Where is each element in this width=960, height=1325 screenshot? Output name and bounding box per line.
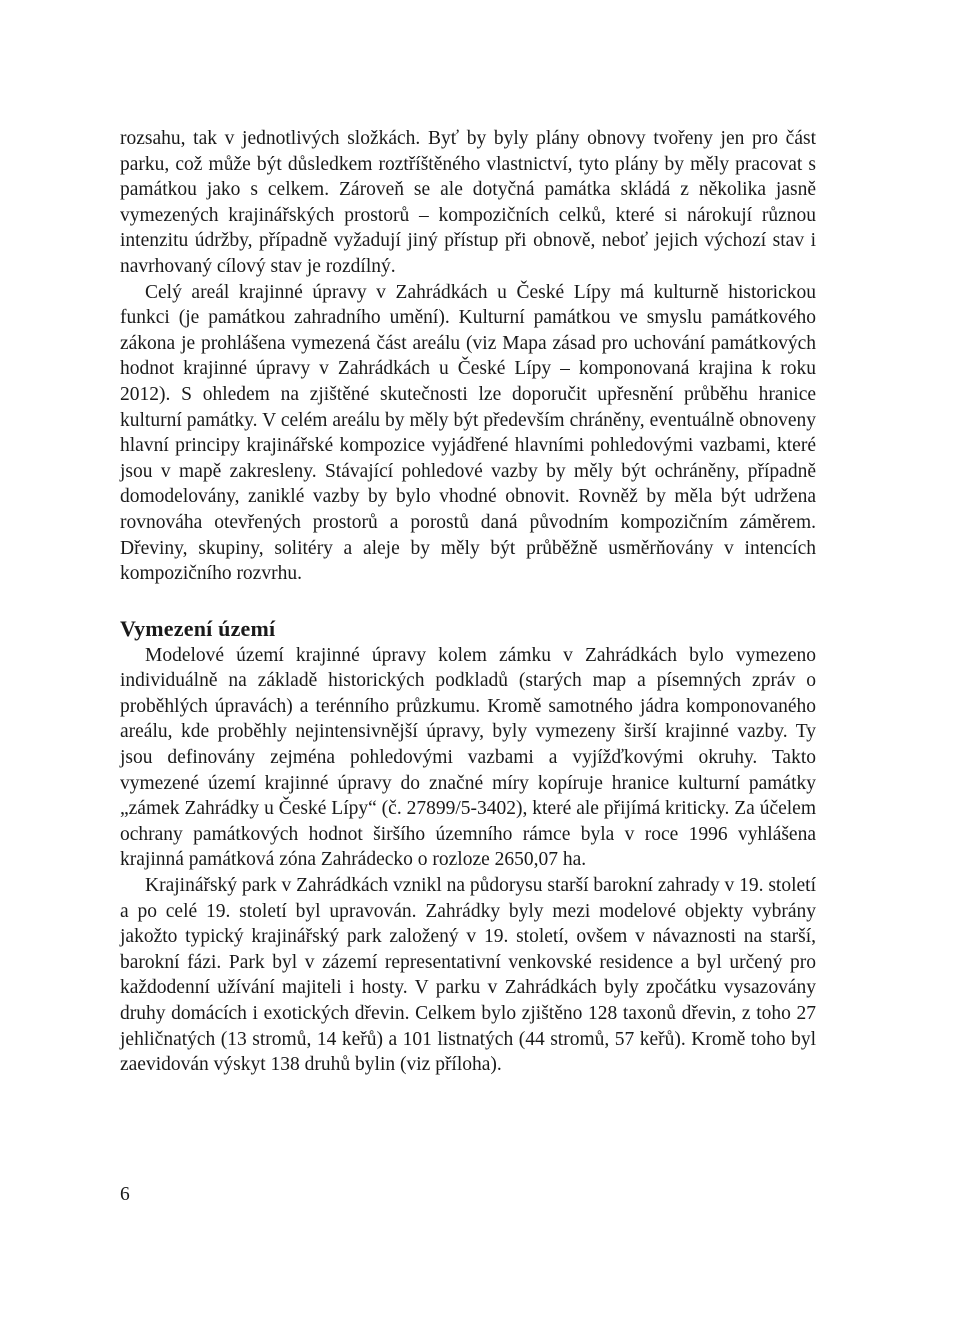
section-heading: Vymezení území bbox=[120, 615, 276, 641]
paragraph-landscape-park: Krajinářský park v Zahrádkách vznikl na půdorysu starší barokní zahrady v 19. století a po celé 19. století byl upravován. Zahrádky byly mezi modelové objekty vybrány jakožto typický krajinářský park založený v 19. století, ovšem v návaznosti na starší, barokní fázi. Park byl v zázemí representativní venkovské residence a byl určený pro každodenní užívání majiteli i hosty. V parku v Zahrádkách byly zpočátku vysazovány druhy domácích i exotických dřevin. Celkem bylo zjištěno 128 taxonů dřevin, z toho 27 jehličnatých (13 stromů, 14 keřů) a 101 listnatých (44 stromů, 57 keřů). Kromě toho byl zaevidován výskyt 138 druhů bylin (viz příloha). bbox=[120, 875, 816, 1076]
paragraph-model-area: Modelové území krajinné úpravy kolem zámku v Zahrádkách bylo vymezeno individuálně na základě historických podkladů (starých map a písemných zpráv o proběhlých úpravách) a terénního průzkumu. Kromě samotného jádra komponovaného areálu, kde proběhly nejintensivnější úpravy, byly vymezeny širší krajinné vazby. Ty jsou definovány zejména pohledovými vazbami a vyjížďkovými okruhy. Takto vymezené území krajinné úpravy do značné míry kopíruje hranice kulturní památky „zámek Zahrádky u České Lípy“ (č. 27899/5-3402), které ale přijímá kriticky. Za účelem ochrany památkových hodnot širšího územního rámce byla v roce 1996 vyhlášena krajinná památková zóna Zahrádecko o rozloze 2650,07 ha. bbox=[120, 644, 816, 871]
page-number: 6 bbox=[120, 1184, 130, 1205]
paragraph-cultural-function: Celý areál krajinné úpravy v Zahrádkách u České Lípy má kulturně historickou funkci (je památkou zahradního umění). Kulturní památkou ve smyslu památkového zákona je prohlášena vymezená část areálu (viz Mapa zásad pro uchování památkových hodnot krajinné úpravy v Zahrádkách u České Lípy – komponovaná krajina k roku 2012). S ohledem na zjištěné skutečnosti lze doporučit upřesnění průběhu hranice kulturní památky. V celém areálu by měly být především chráněny, eventuálně obnoveny hlavní principy krajinářské kompozice vyjádřené hlavními pohledovými vazbami, které jsou v mapě zakresleny. Stávající pohledové vazby by měly být ochráněny, případně domodelovány, zaniklé vazby by bylo vhodné obnovit. Rovněž by měla být udržena rovnováha otevřených prostorů a porostů daná původním kompozičním záměrem. Dřeviny, skupiny, solitéry a aleje by měly být průběžně usměrňovány v intencích kompozičního rozvrhu. bbox=[120, 281, 816, 585]
paragraph-continuation: rozsahu, tak v jednotlivých složkách. Byť by byly plány obnovy tvořeny jen pro část parku, což může být důsledkem roztříštěného vlastnictví, tyto plány by měly pracovat s památkou jako s celkem. Zároveň se ale dotyčná památka skládá z několika jasně vymezených krajinářských prostorů – kompozičních celků, které si nárokují různou intenzitu údržby, případně vyžadují jiný přístup při obnově, neboť jejich výchozí stav i navrhovaný cílový stav je rozdílný. bbox=[120, 128, 816, 277]
page-body bbox=[120, 126, 816, 1078]
